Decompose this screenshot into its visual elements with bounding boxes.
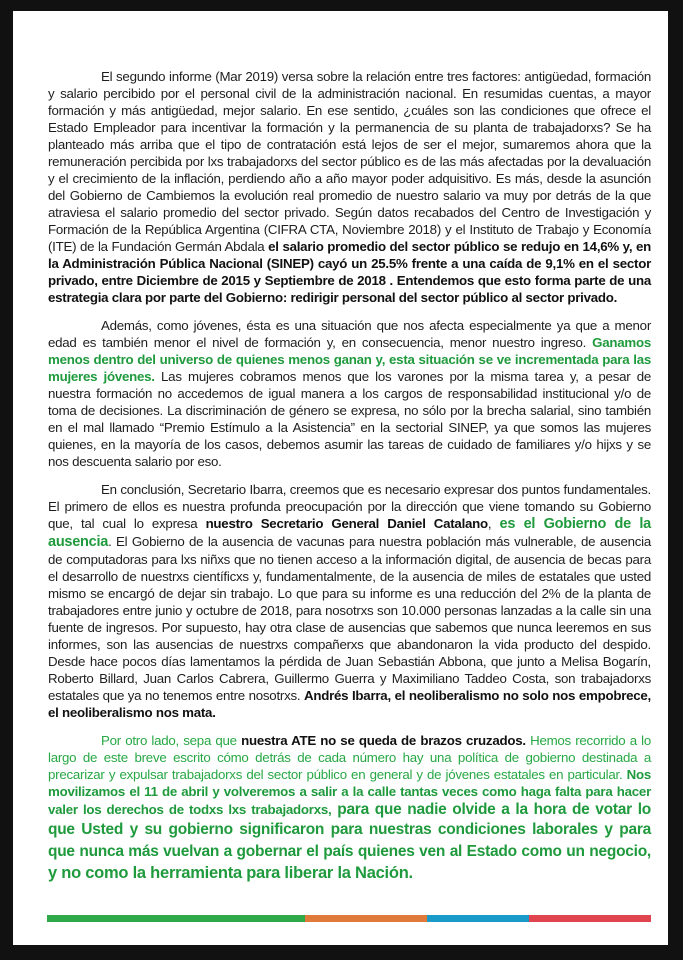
paragraph-ate-call [48,732,651,884]
footer-bar-green [47,915,305,922]
paragraph-4-green-bold-c: y no como la herramienta para liberar la Nación. [48,864,413,882]
paragraph-4-green-b: Hemos recorrido a lo largo de este breve escrito cómo detrás de cada número hay una política de gobierno destinada a precarizar y expulsar trabajadorxs del sector público en general y de jóvenes estatales en particular. [48,733,651,782]
footer-bar-blue [427,915,529,922]
paragraph-youth-gender [48,317,651,470]
paragraph-salary-report [48,68,651,306]
paragraph-3-bold-ibarra: Andrés Ibarra, el neoliberalismo no solo nos empobrece, el neoliberalismo nos mata. [48,688,651,720]
paragraph-3-bold-catalano: nuestro Secretario General Daniel Catalano [205,516,488,531]
footer-bar-orange [305,915,427,922]
paragraph-2-text-b: Las mujeres cobramos menos que los varones por la misma tarea y, a pesar de nuestra formación no accedemos de igual manera a los cargos de responsabilidad institucional y/o de toma de decisiones. La discriminación de género se expresa, no sólo por la brecha salarial, sino también en el mal llamado “Premio Estímulo a la Asistencia” en la sectorial SINEP, ya que somos las mujeres quienes, en la mayoría de los casos, debemos asumir las tareas de cuidado de familiares y/o hijxs y se nos descuenta salario por eso. [48,369,651,469]
paragraph-3-text-a: En conclusión, Secretario Ibarra, creemos que es necesario expresar dos puntos fundamentales. El primero de ellos es nuestra profunda preocupación por la dirección que viene tomando su Gobierno que, tal cual lo expresa [48,482,651,531]
letter-body [48,68,651,895]
paragraph-conclusion [48,481,651,721]
paragraph-4-green-bold-a: Nos movilizamos el 11 de abril y volveremos a salir a la calle tantas veces como haga falta para hacer valer los derechos de todxs lxs trabajadorxs, [48,767,651,817]
paragraph-3-green-ausencia: es el Gobierno de la ausencia [48,516,651,550]
paragraph-2-text-a: Además, como jóvenes, ésta es una situación que nos afecta especialmente ya que a menor edad es también menor el nivel de formación y, en consecuencia, menor nuestro ingreso. [48,318,651,350]
paragraph-4-bold-ate: nuestra ATE no se queda de brazos cruzados. [241,733,526,748]
paragraph-4-green-a: Por otro lado, sepa que [101,733,242,748]
paragraph-4-green-bold-b: para que nadie olvide a la hora de votar lo que Usted y su gobierno significaron para nuestras condiciones laborales y para que nunca más vuelvan a gobernar el país quienes ven al Estado como un negocio, [48,801,651,860]
paragraph-3-text-b: . El Gobierno de la ausencia de vacunas para nuestra población más vulnerable, de ausencia de computadoras para lxs niñxs que no tienen acceso a la información digital, de ausencia de becas para el desarrollo de nuestrxs científicxs y, fundamentalmente, de la ausencia de miles de estatales que usted mismo se encargó de dejar sin trabajo. Lo que para su informe es una reducción del 2% de la planta de trabajadores entre junio y octubre de 2018, para nosotrxs son 10.000 personas lanzadas a la calle sin una fuente de ingresos. Por supuesto, hay otra clase de ausencias que sabemos que nunca leeremos en sus informes, son las ausencias de nuestrxs compañerxs que abandonaron la vida producto del despido. Desde hace pocos días lamentamos la pérdida de Juan Sebastián Abbona, que junto a Melisa Bogarín, Roberto Billard, Juan Carlos Cabrera, Guillermo Guerra y Maximiliano Taddeo Costa, son trabajadorxs estatales que ya no tenemos entre nosotrxs. [48,534,651,703]
paragraph-2-green: Ganamos menos dentro del universo de quienes menos ganan y, esta situación se ve incrementada para las mujeres jóvenes. [48,335,651,384]
document-page [13,11,668,945]
paragraph-3-comma: , [487,516,500,531]
paragraph-1-text: El segundo informe (Mar 2019) versa sobre la relación entre tres factores: antigüedad, formación y salario percibido por el personal civil de la administración nacional. En resumidas cuentas, a mayor formación y más antigüedad, mejor salario. En ese sentido, ¿cuáles son las condiciones que ofrece el Estado Empleador para incentivar la formación y la permanencia de su planta de trabajadorxs? Se ha planteado más arriba que el tipo de contratación está lejos de ser el mejor, sumaremos ahora que la remuneración percibida por lxs trabajadorxs del sector público es de las más afectadas por la devaluación y el crecimiento de la inflación, perdiendo año a año mayor poder adquisitivo. Es más, desde la asunción del Gobierno de Cambiemos la evolución real promedio de nuestro salario va muy por detrás de la que atraviesa el salario promedio del sector privado. Según datos recabados del Centro de Investigación y Formación de la República Argentina (CIFRA CTA, Noviembre 2018) y el Instituto de Trabajo y Economía (ITE) de la Fundación Germán Abdala [48,69,651,254]
footer-color-bar [47,915,651,922]
paragraph-1-bold: el salario promedio del sector público se redujo en 14,6% y, en la Administración Pública Nacional (SINEP) cayó un 25.5% frente a una caída de 9,1% en el sector privado, entre Diciembre de 2015 y Septiembre de 2018 . Entendemos que esto forma parte de una estrategia clara por parte del Gobierno: redirigir personal del sector público al sector privado. [48,239,651,305]
footer-bar-red [529,915,651,922]
